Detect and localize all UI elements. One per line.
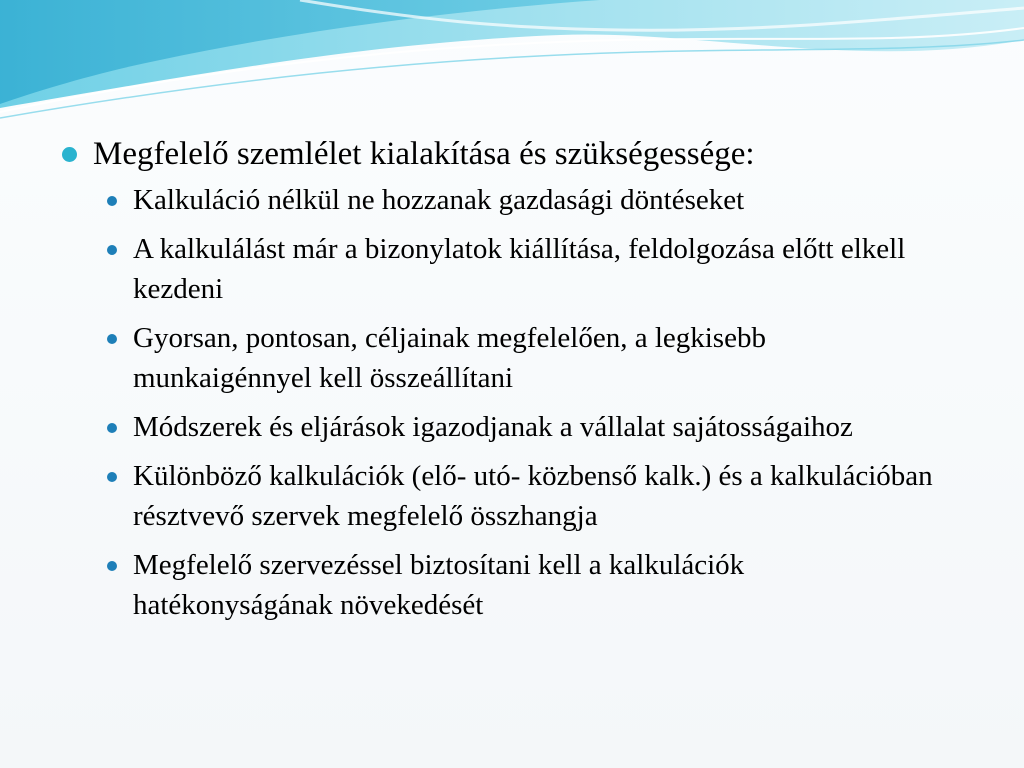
slide-content — [62, 134, 962, 634]
filled-circle-bullet-icon — [62, 147, 77, 162]
sub-bullet-text: A kalkulálást már a bizonylatok kiállítása, feldolgozása előtt elkell kezdeni — [133, 233, 906, 305]
small-filled-circle-bullet-icon — [107, 196, 117, 206]
sub-bullet-item — [107, 456, 962, 536]
small-filled-circle-bullet-icon — [107, 472, 117, 482]
sub-bullet-item — [107, 318, 962, 398]
small-filled-circle-bullet-icon — [107, 334, 117, 344]
sub-bullet-item — [107, 407, 962, 447]
sub-bullet-text: Módszerek és eljárások igazodjanak a vállalat sajátosságaihoz — [133, 411, 853, 443]
small-filled-circle-bullet-icon — [107, 561, 117, 571]
sub-bullet-text: Különböző kalkulációk (elő- utó- közbenső kalk.) és a kalkulációban résztvevő szervek megfelelő összhangja — [133, 460, 933, 532]
sub-bullet-text: Kalkuláció nélkül ne hozzanak gazdasági döntéseket — [133, 184, 745, 216]
main-bullet-text: Megfelelő szemlélet kialakítása és szükségessége: — [93, 136, 755, 172]
sub-bullet-text: Gyorsan, pontosan, céljainak megfelelően, a legkisebb munkaigénnyel kell összeállítani — [133, 322, 766, 394]
sub-bullet-item — [107, 545, 962, 625]
main-bullet-item — [62, 134, 962, 174]
sub-bullet-item — [107, 229, 962, 309]
header-wave-decoration — [0, 0, 1024, 130]
sub-bullet-item — [107, 180, 962, 220]
small-filled-circle-bullet-icon — [107, 245, 117, 255]
sub-bullet-text: Megfelelő szervezéssel biztosítani kell a kalkulációk hatékonyságának növekedését — [133, 549, 745, 621]
small-filled-circle-bullet-icon — [107, 423, 117, 433]
sub-bullet-list — [107, 180, 962, 625]
